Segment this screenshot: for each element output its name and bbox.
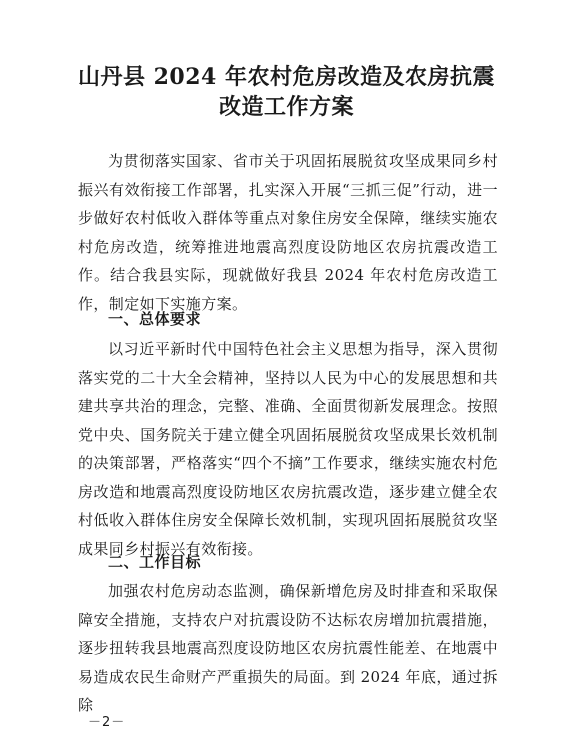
section-body-overall-requirements: 以习近平新时代中国特色社会主义思想为指导，深入贯彻落实党的二十大全会精神，坚持以人民为中心的发展思想和共建共享共治的理念，完整、准确、全面贯彻新发展理念。按照党中央、国务院关于建立健全巩固拓展脱贫攻坚成果长效机制的决策部署，严格落实“四个不摘”工作要求，继续实施农村危房改造和地震高烈度设防地区农房抗震改造，逐步建立健全农村低收入群体住房安全保障长效机制，实现巩固拓展脱贫攻坚成果同乡村振兴有效衔接。 — [78, 340, 498, 558]
document-title-line-2: 改造工作方案 — [218, 94, 354, 120]
section-heading-work-goals: 二、工作目标 — [108, 553, 202, 571]
section-body-work-goals: 加强农村危房动态监测，确保新增危房及时排查和采取保障安全措施，支持农户对抗震设防不达标农房增加抗震措施，逐步扭转我县地震高烈度设防地区农房抗震性能差、在地震中易造成农民生命财产严重损失的局面。到 2024 年底，通过拆除 — [78, 582, 498, 714]
section-heading-overall-requirements: 一、总体要求 — [108, 310, 202, 328]
intro-paragraph: 为贯彻落实国家、省市关于巩固拓展脱贫攻坚成果同乡村振兴有效衔接工作部署，扎实深入开展“三抓三促”行动，进一步做好农村低收入群体等重点对象住房安全保障，继续实施农村危房改造，统筹推进地震高烈度设防地区农房抗震改造工作。结合我县实际，现就做好我县 2024 年农村危房改造工作，制定如下实施方案。 — [78, 152, 498, 313]
page-number: －2－ — [88, 715, 126, 730]
document-title-line-1: 山丹县 2024 年农村危房改造及农房抗震 — [77, 64, 496, 90]
